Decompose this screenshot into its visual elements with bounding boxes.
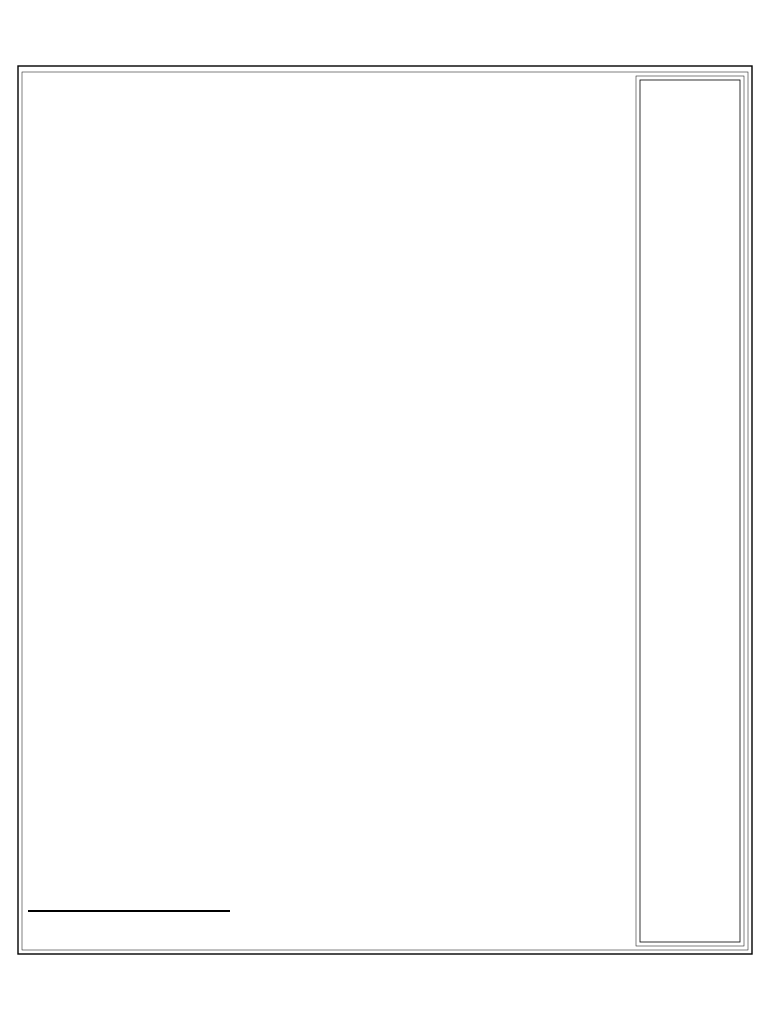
- title-underline: [28, 910, 230, 912]
